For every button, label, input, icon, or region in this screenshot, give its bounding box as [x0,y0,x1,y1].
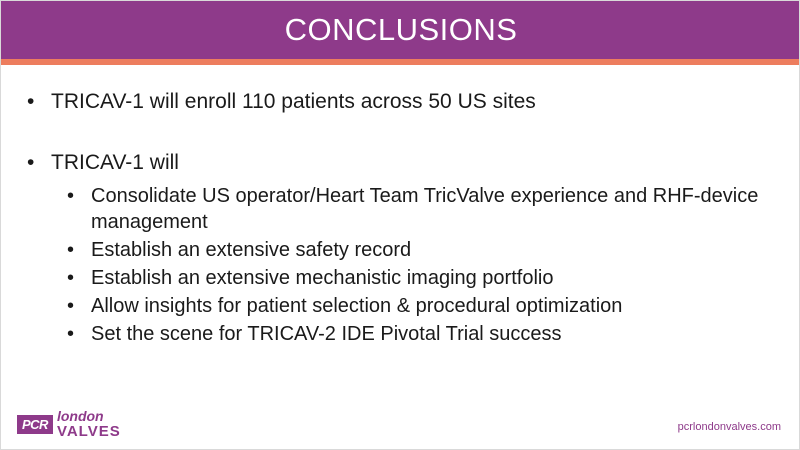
sub-bullet-text: Consolidate US operator/Heart Team TricValve experience and RHF-device management [91,184,759,233]
bullet-text: TRICAV-1 will [51,150,179,174]
sub-bullet-list [27,183,775,347]
sub-bullet-text: Set the scene for TRICAV-2 IDE Pivotal Trial success [91,322,562,345]
bullet-marker: • [67,238,75,261]
slide-title-bar [1,1,800,59]
logo-london-text: london [56,408,104,425]
slide-content [1,71,800,401]
bullet-item-2 [27,150,775,177]
bullet-marker: • [67,266,75,289]
bullet-marker: • [67,184,75,207]
pcr-logo-badge: PCR [17,415,53,434]
sub-bullet-text: Establish an extensive safety record [91,238,412,261]
sub-bullet-item-3 [67,265,775,291]
bullet-item-1 [27,89,775,116]
bullet-spacer [27,122,775,150]
sub-bullet-item-2 [67,237,775,263]
bullet-marker: • [67,322,75,345]
page-title: CONCLUSIONS [284,12,518,47]
bullet-marker: • [67,294,75,317]
accent-divider [1,59,800,65]
bullet-marker: • [27,150,35,174]
sub-bullet-item-1 [67,183,775,235]
pcr-london-valves-logo [17,409,121,439]
logo-wordmark [57,409,121,439]
bullet-text: TRICAV-1 will enroll 110 patients across 50 US sites [51,90,536,113]
footer-url: pcrlondonvalves.com [677,421,781,433]
logo-valves-text: VALVES [56,422,121,440]
sub-bullet-text: Allow insights for patient selection & procedural optimization [91,294,623,317]
sub-bullet-item-5 [67,321,775,347]
sub-bullet-item-4 [67,293,775,319]
sub-bullet-text: Establish an extensive mechanistic imaging portfolio [91,266,554,289]
bullet-marker: • [27,90,35,113]
